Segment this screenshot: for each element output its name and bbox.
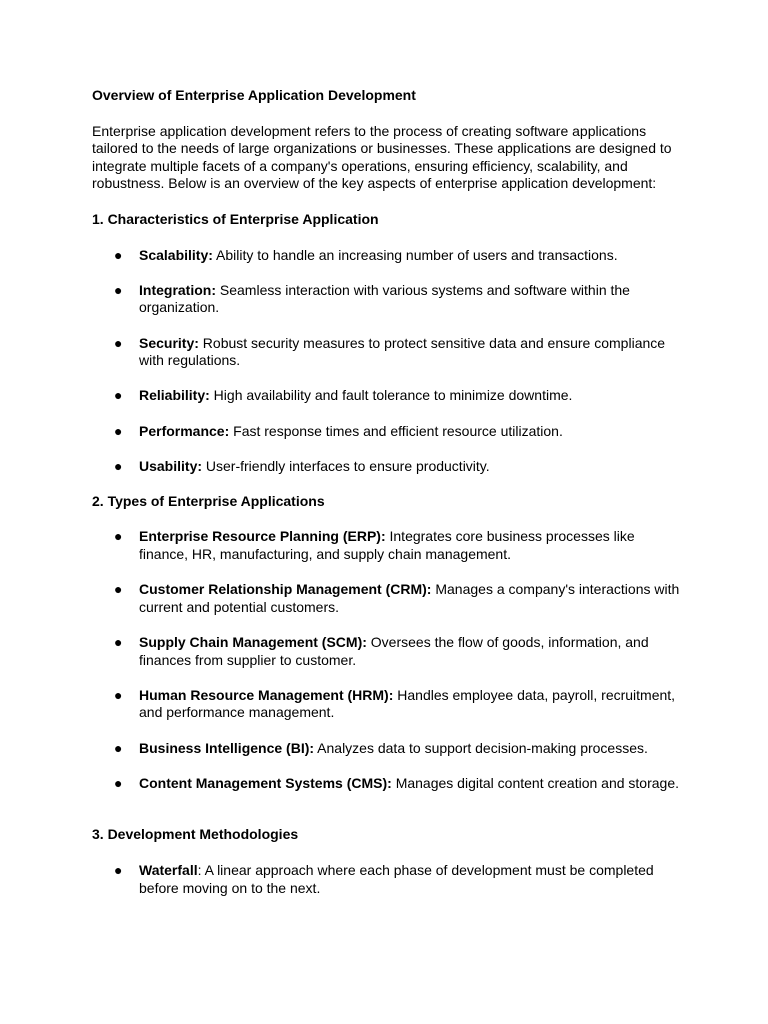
- item-term: Business Intelligence (BI):: [139, 739, 315, 756]
- bullet-list: [92, 528, 682, 792]
- bullet-icon: ●: [114, 861, 123, 878]
- list-item: [92, 740, 682, 758]
- bullet-icon: ●: [114, 634, 123, 651]
- item-term: Enterprise Resource Planning (ERP):: [139, 528, 386, 545]
- document-title: Overview of Enterprise Application Development: [92, 87, 416, 103]
- bullet-icon: ●: [114, 581, 123, 598]
- intro-paragraph: Enterprise application development refers to the process of creating software applications tailored to the needs of large organizations or businesses. These applications are designed to integrate multiple facets of a company's operations, ensuring efficiency, scalability, and robustness. Below is an overview of the key aspects of enterprise application development:: [92, 122, 672, 192]
- bullet-icon: ●: [114, 246, 123, 263]
- item-description: Manages a company's interactions with current and potential customers.: [139, 581, 680, 615]
- bullet-icon: ●: [114, 334, 123, 351]
- document-page: [92, 87, 682, 915]
- section-types: [92, 493, 682, 793]
- item-term: Reliability:: [139, 387, 210, 404]
- list-item: [92, 775, 682, 793]
- item-term: Supply Chain Management (SCM):: [139, 634, 367, 651]
- item-term: Usability:: [139, 457, 203, 474]
- section-heading: 3. Development Methodologies: [92, 826, 299, 843]
- item-term: Waterfall: [139, 861, 198, 878]
- item-description: Manages digital content creation and storage.: [391, 774, 679, 791]
- bullet-list: [92, 862, 682, 897]
- bullet-icon: ●: [114, 281, 123, 298]
- bullet-icon: ●: [114, 739, 123, 756]
- list-item: [92, 581, 682, 616]
- item-description: Seamless interaction with various systems and software within the organization.: [139, 281, 630, 316]
- bullet-icon: ●: [114, 686, 123, 703]
- item-description: Robust security measures to protect sensitive data and ensure compliance with regulations.: [139, 334, 666, 369]
- bullet-icon: ●: [114, 774, 123, 791]
- item-term: Customer Relationship Management (CRM):: [139, 581, 432, 598]
- item-description: Ability to handle an increasing number of users and transactions.: [212, 246, 618, 263]
- item-term: Human Resource Management (HRM):: [139, 686, 394, 703]
- item-term: Performance:: [139, 422, 230, 439]
- item-term: Integration:: [139, 281, 216, 298]
- bullet-icon: ●: [114, 528, 123, 545]
- item-description: Oversees the flow of goods, information, and finances from supplier to customer.: [139, 634, 649, 668]
- list-item: [92, 387, 682, 405]
- section-characteristics: [92, 211, 682, 475]
- item-description: Handles employee data, payroll, recruitment, and performance management.: [139, 686, 676, 721]
- section-heading: 2. Types of Enterprise Applications: [92, 492, 325, 509]
- item-description: User-friendly interfaces to ensure productivity.: [202, 457, 490, 474]
- bullet-list: [92, 247, 682, 476]
- bullet-icon: ●: [114, 387, 123, 404]
- item-description: Fast response times and efficient resource utilization.: [229, 422, 563, 439]
- item-description: Analyzes data to support decision-making processes.: [314, 739, 648, 756]
- list-item: [92, 335, 682, 370]
- item-term: Security:: [139, 334, 199, 351]
- item-term: Content Management Systems (CMS):: [139, 774, 392, 791]
- list-item: [92, 862, 682, 897]
- section-heading: 1. Characteristics of Enterprise Application: [92, 210, 379, 227]
- item-description: Integrates core business processes like finance, HR, manufacturing, and supply chain management.: [139, 528, 635, 563]
- section-methodologies: [92, 826, 682, 897]
- item-description: : A linear approach where each phase of development must be completed before moving on to the next.: [139, 861, 654, 896]
- list-item: [92, 528, 682, 563]
- list-item: [92, 247, 682, 265]
- item-description: High availability and fault tolerance to minimize downtime.: [209, 387, 573, 404]
- bullet-icon: ●: [114, 422, 123, 439]
- list-item: [92, 687, 682, 722]
- list-item: [92, 634, 682, 669]
- list-item: [92, 458, 682, 476]
- list-item: [92, 423, 682, 441]
- bullet-icon: ●: [114, 457, 123, 474]
- list-item: [92, 282, 682, 317]
- item-term: Scalability:: [139, 246, 213, 263]
